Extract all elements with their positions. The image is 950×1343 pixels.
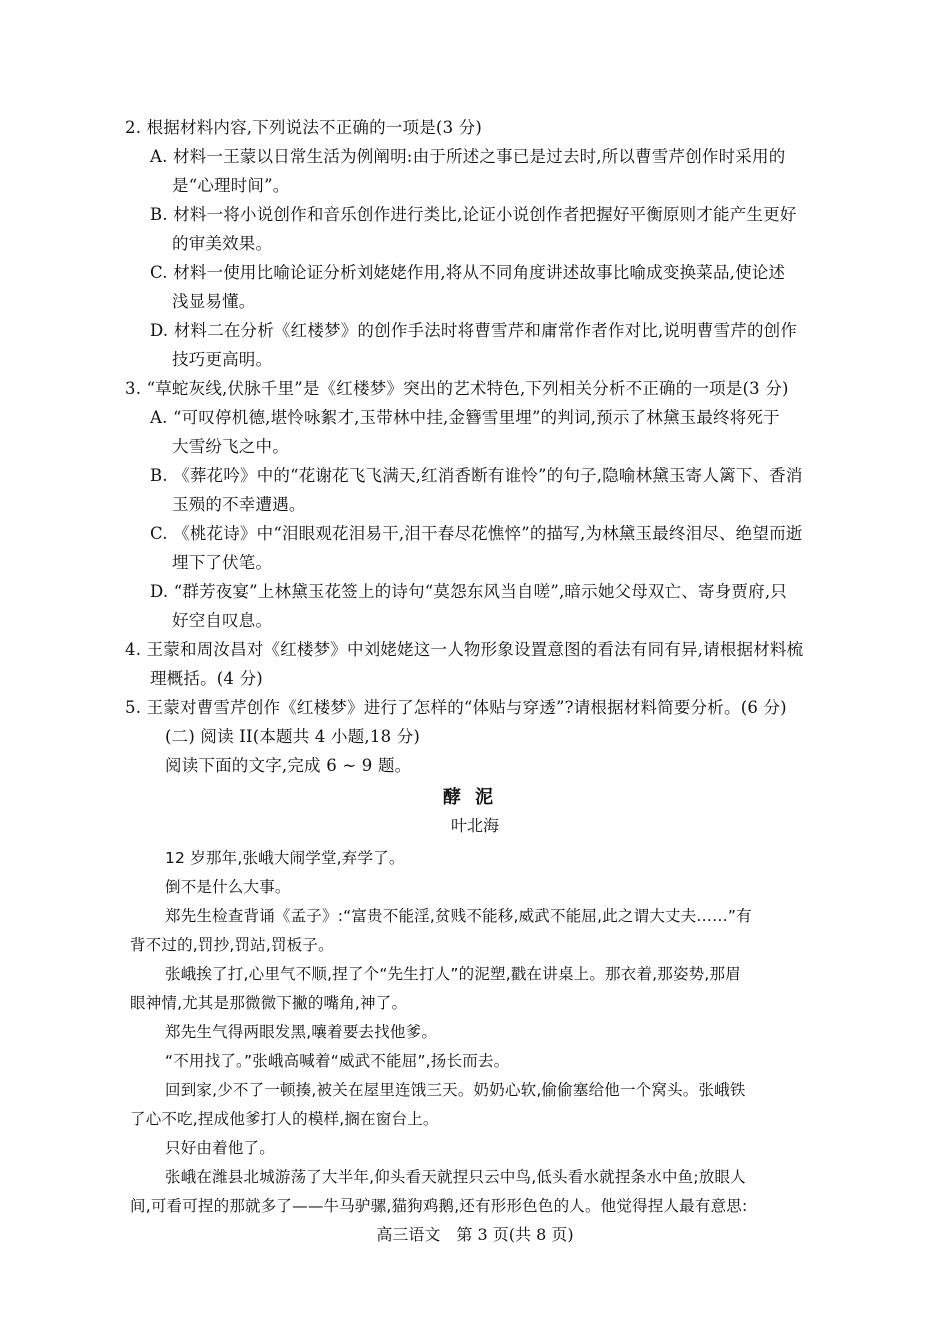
- question-4-stem: 4. 王蒙和周汝昌对《红楼梦》中刘姥姥这一人物形象设置意图的看法有同有异,请根据材料梳: [125, 640, 804, 659]
- question-3-option-c-cont: 埋下了伏笔。: [172, 553, 273, 572]
- story-line: 倒不是什么大事。: [165, 878, 291, 896]
- question-2-option-c: C. 材料一使用比喻论证分析刘姥姥作用,将从不同角度讲述故事比喻成变换菜品,使论述: [150, 263, 786, 282]
- story-line: 眼神情,尤其是那微微下撇的嘴角,神了。: [130, 994, 408, 1012]
- question-3-stem: 3. “草蛇灰线,伏脉千里”是《红楼梦》突出的艺术特色,下列相关分析不正确的一项是(3 分): [125, 379, 789, 398]
- story-line: 12 岁那年,张峨大闹学堂,弃学了。: [165, 849, 405, 867]
- story-line: 只好由着他了。: [165, 1139, 275, 1157]
- story-line: 郑先生检查背诵《孟子》:“富贵不能淫,贫贱不能移,威武不能屈,此之谓大丈夫……”有: [165, 907, 752, 925]
- story-line: 了心不吃,捏成他爹打人的模样,搁在窗台上。: [130, 1110, 439, 1128]
- story-author: 叶北海: [450, 816, 499, 835]
- question-3-option-a: A. “可叹停机德,堪怜咏絮才,玉带林中挂,金簪雪里埋”的判词,预示了林黛玉最终将死于: [150, 408, 780, 427]
- story-line: 张峨挨了打,心里气不顺,捏了个“先生打人”的泥塑,戳在讲桌上。那衣着,那姿势,那眉: [165, 965, 741, 983]
- question-2-option-b: B. 材料一将小说创作和音乐创作进行类比,论证小说创作者把握好平衡原则才能产生更好: [150, 205, 797, 224]
- question-2-option-d-cont: 技巧更高明。: [172, 350, 273, 369]
- story-line: 背不过的,罚抄,罚站,罚板子。: [130, 936, 334, 954]
- question-3-option-a-cont: 大雪纷飞之中。: [172, 437, 289, 456]
- question-2-option-b-cont: 的审美效果。: [172, 234, 273, 253]
- story-title: 酵泥: [443, 787, 507, 808]
- question-2-option-c-cont: 浅显易懂。: [172, 292, 256, 311]
- question-2-option-d: D. 材料二在分析《红楼梦》的创作手法时将曹雪芹和庸常作者作对比,说明曹雪芹的创作: [150, 321, 798, 340]
- question-3-option-c: C. 《桃花诗》中“泪眼观花泪易干,泪干春尽花憔悴”的描写,为林黛玉最终泪尽、绝望而逝: [150, 524, 803, 543]
- question-3-option-b: B. 《葬花吟》中的“花谢花飞飞满天,红消香断有谁怜”的句子,隐喻林黛玉寄人篱下、香消: [150, 466, 803, 485]
- story-line: “不用找了。”张峨高喊着“威武不能屈”,扬长而去。: [165, 1052, 510, 1070]
- question-3-option-b-cont: 玉殒的不幸遭遇。: [172, 495, 306, 514]
- page-footer: 高三语文 第 3 页(共 8 页): [376, 1225, 574, 1244]
- question-2-stem: 2. 根据材料内容,下列说法不正确的一项是(3 分): [125, 118, 483, 137]
- question-2-option-a: A. 材料一王蒙以日常生活为例阐明:由于所述之事已是过去时,所以曹雪芹创作时采用的: [150, 147, 786, 166]
- question-3-option-d: D. “群芳夜宴”上林黛玉花签上的诗句“莫怨东风当自嗟”,暗示她父母双亡、寄身贾府,只: [150, 582, 787, 601]
- question-3-option-d-cont: 好空自叹息。: [172, 611, 273, 630]
- reading-instruction: 阅读下面的文字,完成 6 ~ 9 题。: [165, 756, 412, 775]
- section-heading: (二) 阅读 II(本题共 4 小题,18 分): [165, 727, 421, 746]
- story-line: 张峨在潍县北城游荡了大半年,仰头看天就捏只云中鸟,低头看水就捏条水中鱼;放眼人: [165, 1168, 746, 1186]
- story-line: 郑先生气得两眼发黑,嚷着要去找他爹。: [165, 1023, 438, 1041]
- question-2-option-a-cont: 是“心理时间”。: [172, 176, 290, 195]
- question-4-stem-cont: 理概括。(4 分): [150, 669, 263, 688]
- story-line: 间,可看可捏的那就多了——牛马驴骡,猫狗鸡鹅,还有形形色色的人。他觉得捏人最有意思:: [130, 1197, 748, 1215]
- question-5-stem: 5. 王蒙对曹雪芹创作《红楼梦》进行了怎样的“体贴与穿透”?请根据材料简要分析。(6 分): [125, 698, 787, 717]
- story-line: 回到家,少不了一顿揍,被关在屋里连饿三天。奶奶心软,偷偷塞给他一个窝头。张峨铁: [165, 1081, 746, 1099]
